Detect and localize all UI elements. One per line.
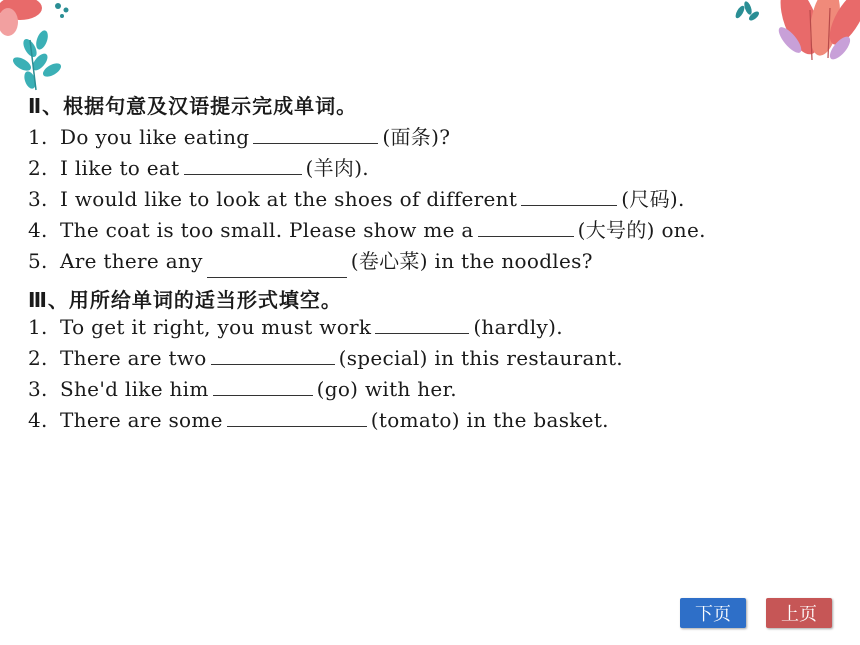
exercise-line [28,183,685,212]
exercise-line [28,245,593,274]
exercise-line [28,315,563,339]
item-text: There are some [60,408,223,432]
item-hint: (tomato) [370,408,460,432]
exercise-line [28,152,369,181]
answer-blank[interactable] [478,220,574,237]
answer-blank[interactable] [375,317,469,334]
exercise-line [28,408,609,432]
item-hint: (羊肉). [305,156,369,180]
item-number: 4. [28,408,48,432]
exercise-line [28,377,457,401]
answer-blank[interactable] [207,261,347,278]
previous-page-button[interactable]: 上页 [766,598,832,628]
answer-blank[interactable] [213,379,313,396]
answer-blank[interactable] [253,127,378,144]
answer-blank[interactable] [211,348,335,365]
section-3-title: Ⅲ、用所给单词的适当形式填空。 [28,288,342,312]
item-hint: (hardly). [473,315,563,339]
item-hint: (大号的) [577,218,655,242]
item-text-after: in the basket. [466,408,609,432]
floral-decoration-top-right [730,0,860,70]
item-text: Do you like eating [60,125,250,149]
floral-decoration-top-left [0,0,90,95]
item-number: 3. [28,377,48,401]
item-hint: (面条)? [382,125,451,149]
exercise-line [28,121,450,150]
item-text: There are two [60,346,207,370]
item-number: 3. [28,187,48,211]
item-number: 2. [28,156,48,180]
next-page-button[interactable]: 下页 [680,598,746,628]
item-text: She'd like him [60,377,209,401]
exercise-line [28,346,623,370]
item-text: I like to eat [60,156,180,180]
item-number: 4. [28,218,48,242]
item-hint: (special) [338,346,428,370]
item-hint: (尺码). [621,187,685,211]
item-number: 1. [28,125,48,149]
item-text-after: with her. [364,377,457,401]
item-hint: (卷心菜) [350,249,428,273]
item-number: 1. [28,315,48,339]
answer-blank[interactable] [521,189,617,206]
item-text-after: one. [661,218,706,242]
item-text: The coat is too small. Please show me a [60,218,474,242]
item-text: I would like to look at the shoes of different [60,187,518,211]
section-2-title: Ⅱ、根据句意及汉语提示完成单词。 [28,94,358,118]
answer-blank[interactable] [184,158,302,175]
item-text: Are there any [60,249,203,273]
item-text: To get it right, you must work [60,315,372,339]
item-text-after: in this restaurant. [434,346,623,370]
item-hint: (go) [316,377,359,401]
exercise-line [28,214,706,243]
item-number: 5. [28,249,48,273]
answer-blank[interactable] [227,410,367,427]
item-number: 2. [28,346,48,370]
item-text-after: in the noodles? [434,249,593,273]
